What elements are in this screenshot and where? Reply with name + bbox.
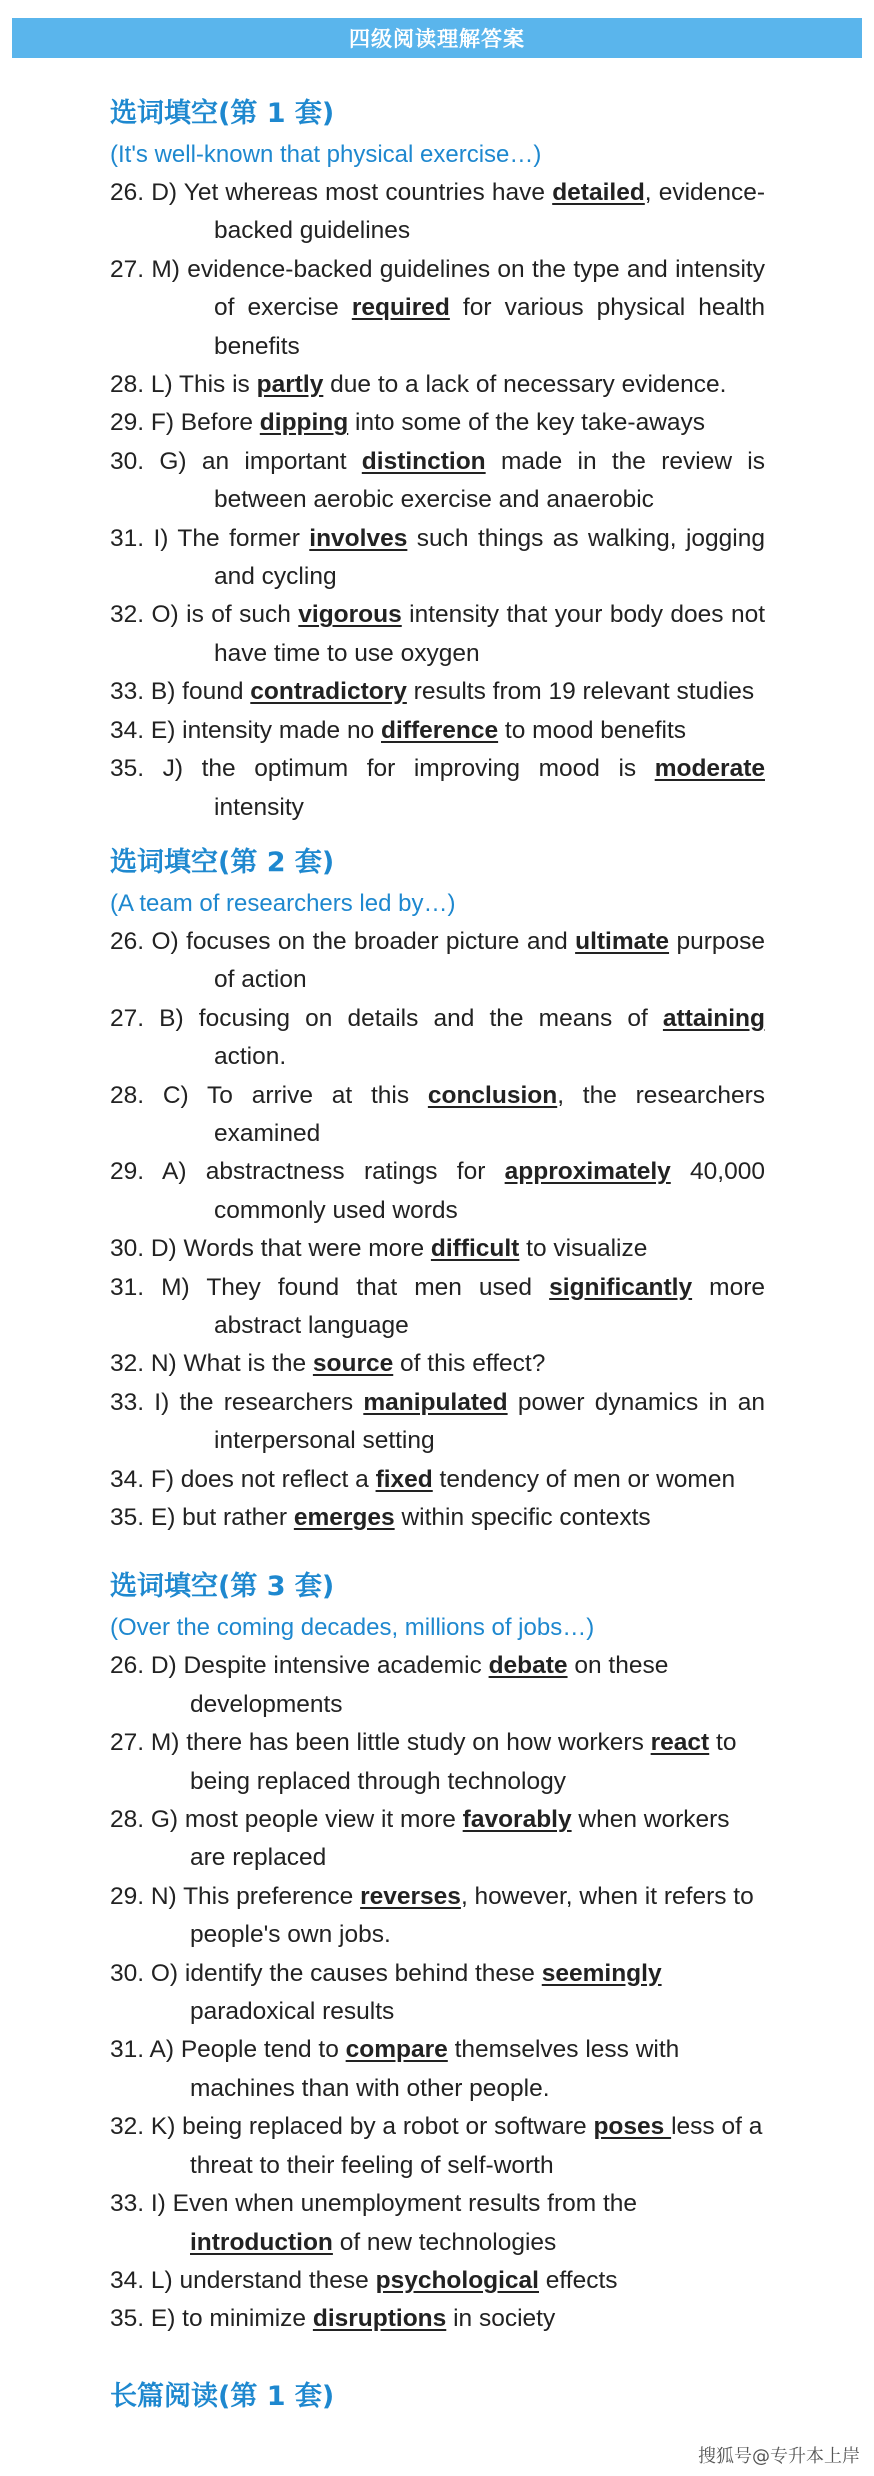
answer-keyword: partly [256, 371, 324, 399]
section-long-reading-1 [110, 2375, 765, 2419]
page-title: 四级阅读理解答案 [349, 27, 525, 51]
answer-item: 26. D) Yet whereas most countries have detailed, evidence-backed guidelines [110, 179, 765, 245]
answer-item: 35. E) but rather emerges within specific contexts [110, 1504, 651, 1531]
answer-keyword: compare [345, 2036, 448, 2064]
answer-keyword: vigorous [298, 601, 402, 629]
answer-keyword: required [351, 294, 450, 322]
section-title: 选词填空(第 2 套) [110, 846, 335, 878]
answer-keyword: fixed [375, 1465, 433, 1493]
answer-item: 28. L) This is partly due to a lack of necessary evidence. [110, 371, 727, 399]
answer-item: 27. M) evidence-backed guidelines on the type and intensity of exercise required for various physical health benefits [110, 255, 765, 360]
answer-keyword: attaining [662, 1004, 765, 1032]
header-bar [12, 18, 862, 58]
section-subtitle: (It's well-known that physical exercise…) [110, 141, 542, 168]
answer-item: 31. I) The former involves such things as walking, jogging and cycling [110, 524, 765, 591]
answer-keyword: distinction [361, 447, 486, 475]
answer-keyword: poses [593, 2113, 672, 2141]
section-cloze-3 [110, 1565, 765, 2338]
answer-keyword: manipulated [363, 1388, 508, 1416]
answer-keyword: introduction [190, 2228, 333, 2256]
answer-item: 33. B) found contradictory results from 19 relevant studies [110, 678, 755, 706]
answer-item: 26. O) focuses on the broader picture and ultimate purpose of action [110, 927, 765, 994]
answer-keyword: detailed [552, 179, 645, 206]
answer-keyword: react [650, 1729, 710, 1757]
answer-keyword: involves [309, 524, 408, 552]
answer-item: 30. G) an important distinction made in the review is between aerobic exercise and anaerobic [110, 447, 765, 514]
answer-keyword: reverses [360, 1882, 461, 1910]
answer-keyword: source [312, 1350, 394, 1378]
answer-item: 32. O) is of such vigorous intensity that your body does not have time to use oxygen [110, 601, 766, 667]
answer-keyword: psychological [375, 2266, 539, 2294]
section-spacer [110, 827, 765, 841]
answer-item: 27. M) there has been little study on how workers react to being replaced through technology [110, 1729, 737, 1795]
section-spacer [110, 2339, 765, 2375]
answer-item: 28. G) most people view it more favorably when workers are replaced [110, 1806, 730, 1872]
section-spacer [110, 1537, 765, 1565]
answer-keyword: approximately [504, 1158, 671, 1186]
answer-item: 28. C) To arrive at this conclusion, the researchers examined [110, 1081, 765, 1147]
answer-item: 35. J) the optimum for improving mood is moderate intensity [110, 755, 765, 821]
answer-item: 29. N) This preference reverses, however, when it refers to people's own jobs. [110, 1882, 754, 1949]
answer-item: 34. L) understand these psychological effects [110, 2266, 618, 2294]
answer-keyword: difficult [430, 1235, 520, 1263]
answer-keyword: dipping [259, 409, 349, 437]
answer-keyword: disruptions [312, 2305, 447, 2333]
answer-keyword: seemingly [541, 1959, 662, 1987]
answer-keyword: emerges [293, 1504, 395, 1531]
answer-item: 31. A) People tend to compare themselves less with machines than with other people. [110, 2036, 680, 2102]
answer-keyword: significantly [549, 1273, 693, 1301]
section-title: 选词填空(第 3 套) [110, 1571, 335, 1603]
answer-item: 33. I) the researchers manipulated power dynamics in an interpersonal setting [110, 1388, 765, 1455]
answer-item: 35. E) to minimize disruptions in society [110, 2305, 556, 2333]
answer-item: 33. I) Even when unemployment results from the introduction of new technologies [110, 2190, 638, 2256]
answer-item: 29. A) abstractness ratings for approximately 40,000 commonly used words [110, 1158, 765, 1224]
answer-keyword: debate [488, 1652, 568, 1680]
answer-keyword: conclusion [427, 1081, 558, 1109]
section-title: 选词填空(第 1 套) [110, 98, 335, 129]
answer-item: 30. O) identify the causes behind these seemingly paradoxical results [110, 1959, 662, 2026]
section-cloze-1 [110, 92, 765, 827]
answer-keyword: difference [381, 716, 499, 744]
answer-item: 27. B) focusing on details and the means of attaining action. [110, 1004, 765, 1071]
answer-keyword: ultimate [575, 927, 670, 955]
answer-keyword: moderate [654, 755, 765, 783]
section-subtitle: (A team of researchers led by…) [110, 889, 456, 917]
answer-item: 34. F) does not reflect a fixed tendency of men or women [110, 1465, 736, 1493]
answer-item: 32. N) What is the source of this effect? [110, 1350, 546, 1378]
section-title: 长篇阅读(第 1 套) [110, 2380, 335, 2412]
section-cloze-2 [110, 841, 765, 1538]
answer-item: 29. F) Before dipping into some of the key take-aways [110, 409, 706, 437]
answer-item: 30. D) Words that were more difficult to visualize [110, 1235, 648, 1263]
watermark: 搜狐号@专升本上岸 [698, 2446, 860, 2467]
answer-item: 34. E) intensity made no difference to mood benefits [110, 716, 687, 744]
answer-keyword: favorably [462, 1806, 572, 1834]
answer-keyword: contradictory [250, 678, 407, 706]
answer-item: 31. M) They found that men used significantly more abstract language [110, 1273, 765, 1339]
answer-content [110, 92, 765, 2419]
answer-item: 26. D) Despite intensive academic debate on these developments [110, 1652, 669, 1718]
section-subtitle: (Over the coming decades, millions of jobs…) [110, 1614, 595, 1642]
answer-item: 32. K) being replaced by a robot or software poses less of a threat to their feeling of self-worth [110, 2113, 763, 2179]
